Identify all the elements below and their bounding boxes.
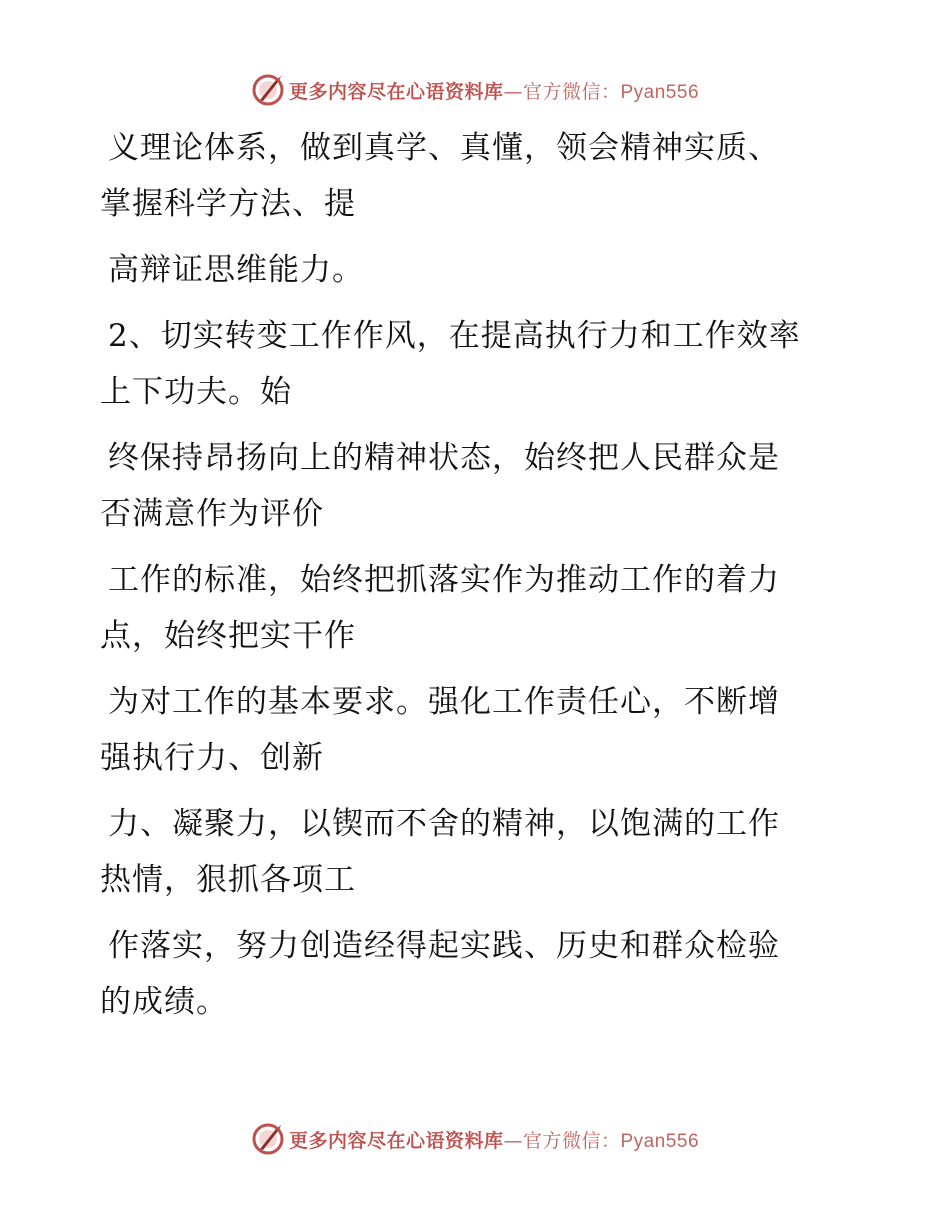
watermark-brand: 更多内容尽在心语资料库 xyxy=(288,80,504,103)
quill-logo-icon xyxy=(251,73,285,107)
watermark-text xyxy=(289,1126,699,1153)
text-line: 高辩证思维能力。 xyxy=(108,252,364,288)
text-line: 的成绩。 xyxy=(100,984,228,1020)
watermark-wechat-label: 官方微信： xyxy=(522,80,621,103)
paragraph xyxy=(100,308,860,420)
document-body xyxy=(100,120,860,1030)
text-line: 力、凝聚力，以锲而不舍的精神，以饱满的工作 xyxy=(108,806,780,842)
paragraph xyxy=(100,796,860,908)
text-line: 为对工作的基本要求。强化工作责任心，不断增 xyxy=(108,684,780,720)
text-line: 终保持昂扬向上的精神状态，始终把人民群众是 xyxy=(108,440,780,476)
text-line: 否满意作为评价 xyxy=(100,496,324,532)
paragraph xyxy=(100,430,860,542)
text-line: 点，始终把实干作 xyxy=(100,618,356,654)
paragraph xyxy=(100,552,860,664)
watermark-separator: — xyxy=(503,80,523,103)
text-line: 热情，狠抓各项工 xyxy=(100,862,356,898)
paragraph xyxy=(100,674,860,786)
paragraph xyxy=(100,242,860,298)
text-line: 2、切实转变工作作风，在提高执行力和工作效率 xyxy=(108,318,801,354)
text-line: 工作的标准，始终把抓落实作为推动工作的着力 xyxy=(108,562,780,598)
watermark-text xyxy=(289,77,699,104)
watermark-wechat-id: Pyan556 xyxy=(620,81,700,103)
text-line: 上下功夫。始 xyxy=(100,374,292,410)
header-watermark xyxy=(0,70,950,110)
watermark-separator: — xyxy=(503,1129,523,1152)
text-line: 义理论体系，做到真学、真懂，领会精神实质、 xyxy=(108,130,780,166)
text-line: 强执行力、创新 xyxy=(100,740,324,776)
watermark-wechat-id: Pyan556 xyxy=(620,1130,700,1152)
footer-watermark xyxy=(0,1119,950,1159)
quill-logo-icon xyxy=(251,1122,285,1156)
paragraph xyxy=(100,918,860,1030)
paragraph xyxy=(100,120,860,232)
watermark-wechat-label: 官方微信： xyxy=(522,1129,621,1152)
text-line: 作落实，努力创造经得起实践、历史和群众检验 xyxy=(108,928,780,964)
text-line: 掌握科学方法、提 xyxy=(100,186,356,222)
watermark-brand: 更多内容尽在心语资料库 xyxy=(288,1129,504,1152)
